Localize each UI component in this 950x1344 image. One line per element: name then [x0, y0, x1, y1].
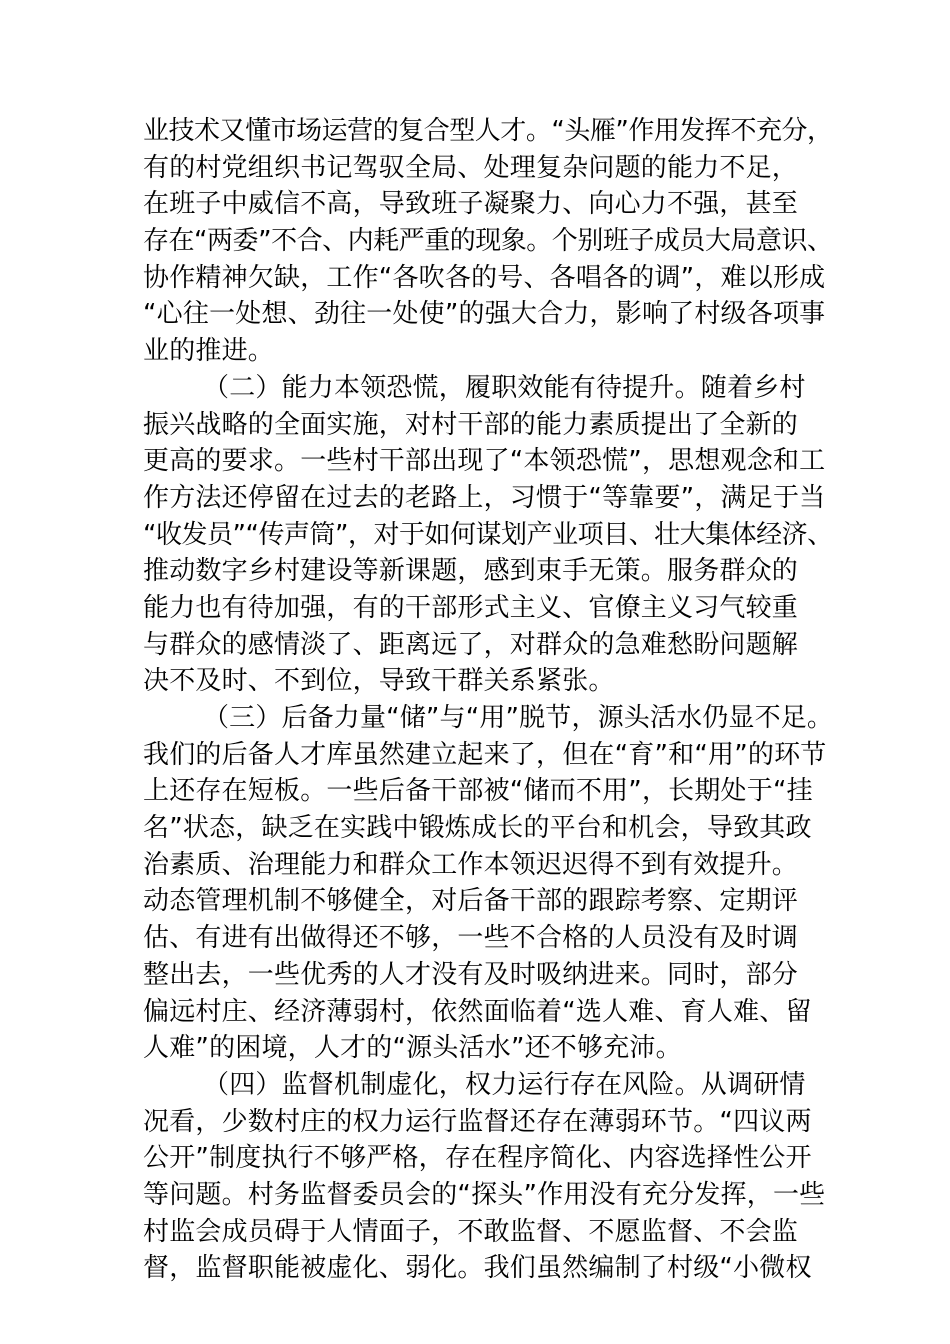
text-line: 存在“两委”不合、内耗严重的现象。个别班子成员大局意识、 — [143, 226, 833, 257]
text-line: 推动数字乡村建设等新课题，感到束手无策。服务群众的 — [143, 556, 799, 587]
text-line: 更高的要求。一些村干部出现了“本领恐慌”，思想观念和工 — [143, 446, 826, 477]
text-line: 决不及时、不到位，导致干群关系紧张。 — [143, 666, 615, 697]
text-line: 动态管理机制不够健全，对后备干部的跟踪考察、定期评 — [143, 886, 799, 917]
text-line: 能力也有待加强，有的干部形式主义、官僚主义习气较重 — [143, 592, 799, 623]
text-line: 况看，少数村庄的权力运行监督还存在薄弱环节。“四议两 — [143, 1106, 812, 1137]
text-line: 业技术又懂市场运营的复合型人才。“头雁”作用发挥不充分， — [143, 116, 833, 146]
paragraph-heading-line: （二）能力本领恐慌，履职效能有待提升。随着乡村 — [203, 372, 806, 403]
text-line: 估、有进有出做得还不够，一些不合格的人员没有及时调 — [143, 923, 799, 954]
text-line: 公开”制度执行不够严格，存在程序简化、内容选择性公开 — [143, 1143, 812, 1174]
text-line: 村监会成员碍于人情面子，不敢监督、不愿监督、不会监 — [143, 1216, 799, 1247]
text-line: 治素质、治理能力和群众工作本领迟迟得不到有效提升。 — [143, 849, 799, 880]
text-line: 督，监督职能被虚化、弱化。我们虽然编制了村级“小微权 — [143, 1253, 812, 1284]
document-body — [143, 113, 833, 1287]
text-line: 上还存在短板。一些后备干部被“储而不用”，长期处于“挂 — [143, 776, 813, 807]
text-line: 与群众的感情淡了、距离远了，对群众的急难愁盼问题解 — [143, 629, 799, 660]
text-line: “心往一处想、劲往一处使”的强大合力，影响了村级各项事 — [143, 299, 826, 330]
paragraph-heading-line: （三）后备力量“储”与“用”脱节，源头活水仍显不足。 — [203, 703, 834, 733]
text-line: 作方法还停留在过去的老路上，习惯于“等靠要”，满足于当 — [143, 482, 826, 513]
text-line: 等问题。村务监督委员会的“探头”作用没有充分发挥，一些 — [143, 1179, 826, 1210]
text-line: 协作精神欠缺，工作“各吹各的号、各唱各的调”，难以形成 — [143, 262, 826, 293]
text-line: 人难”的困境，人才的“源头活水”还不够充沛。 — [143, 1033, 682, 1064]
text-line: 振兴战略的全面实施，对村干部的能力素质提出了全新的 — [143, 409, 799, 440]
text-line: 有的村党组织书记驾驭全局、处理复杂问题的能力不足， — [143, 152, 799, 183]
paragraph-heading-line: （四）监督机制虚化，权力运行存在风险。从调研情 — [203, 1069, 806, 1100]
text-line: 偏远村庄、经济薄弱村，依然面临着“选人难、育人难、留 — [143, 996, 812, 1027]
text-line: 名”状态，缺乏在实践中锻炼成长的平台和机会，导致其政 — [143, 813, 812, 844]
text-line: 业的推进。 — [143, 336, 275, 367]
text-line: 在班子中威信不高，导致班子凝聚力、向心力不强，甚至 — [143, 189, 799, 220]
text-line: 整出去，一些优秀的人才没有及时吸纳进来。同时，部分 — [143, 959, 799, 990]
text-line: “收发员”“传声筒”，对于如何谋划产业项目、壮大集体经济、 — [143, 519, 833, 550]
text-line: 我们的后备人才库虽然建立起来了，但在“育”和“用”的环节 — [143, 739, 827, 770]
